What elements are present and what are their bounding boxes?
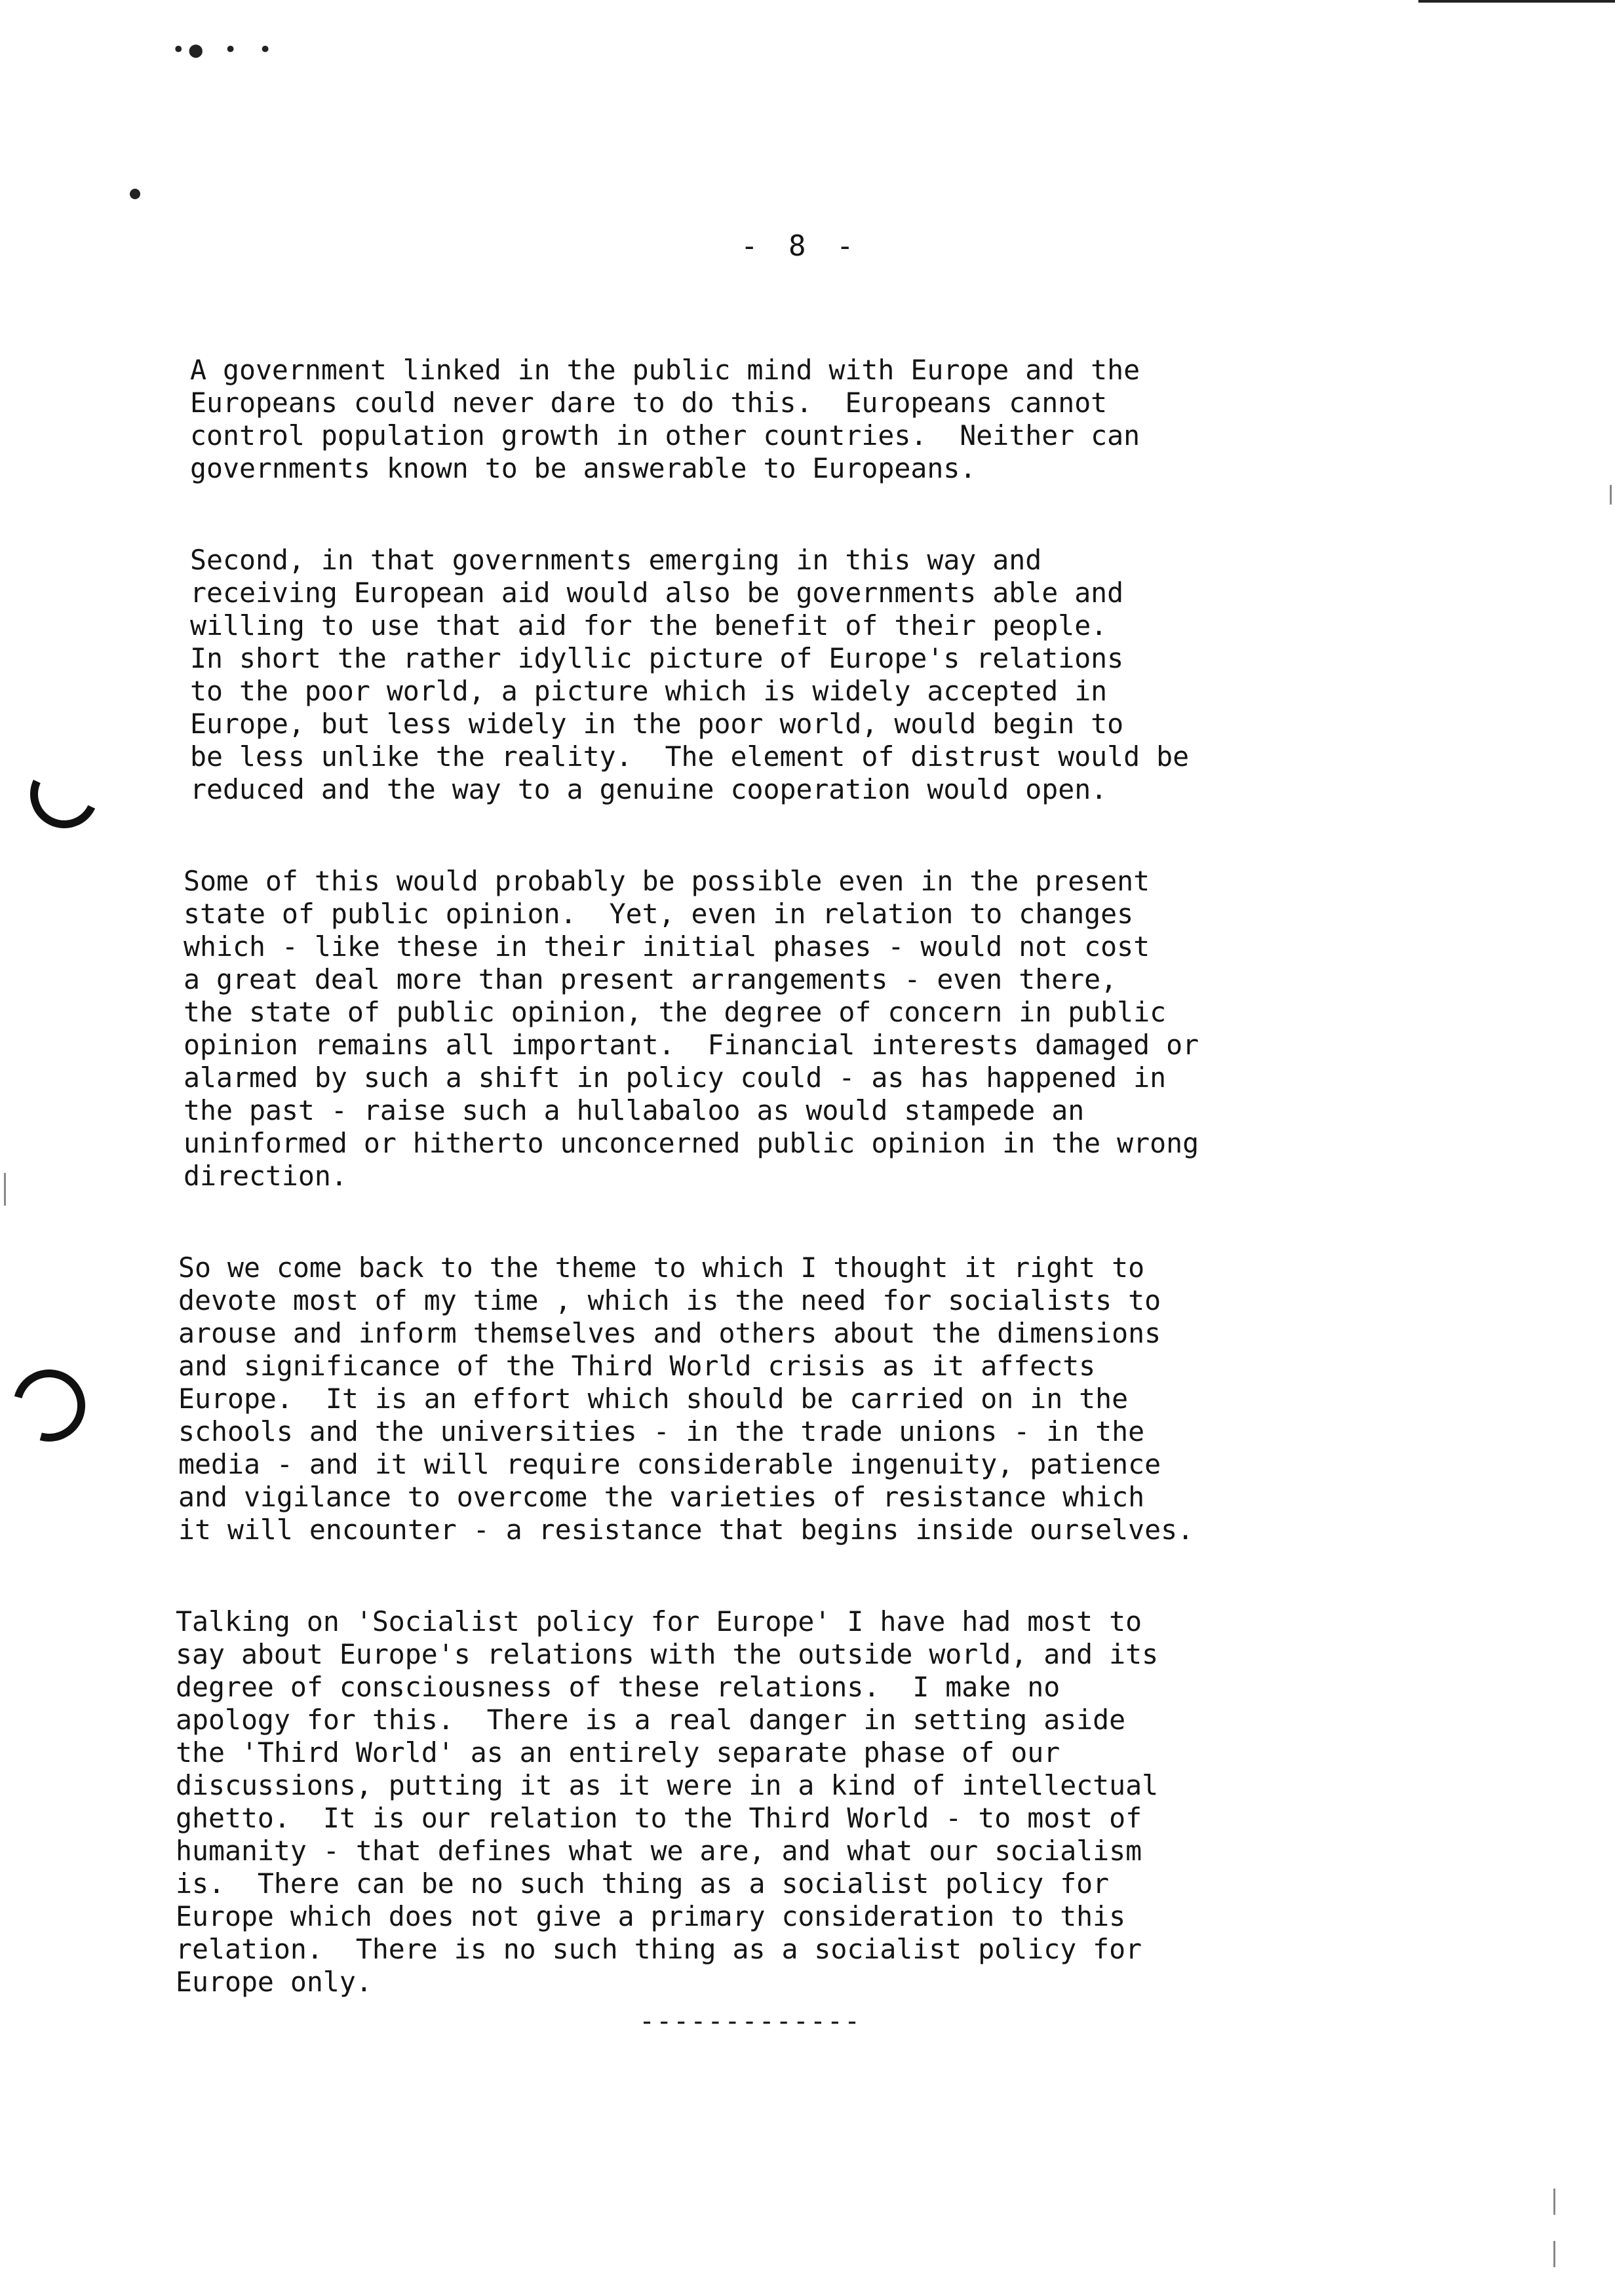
text-line: it will encounter - a resistance that begins inside ourselves. [178,1514,1194,1546]
edge-mark [1610,485,1612,505]
text-line: is. There can be no such thing as a socialist policy for [176,1867,1110,1900]
text-line: a great deal more than present arrangements - even there, [184,963,1118,995]
ink-speck [130,189,140,199]
top-right-edge-line [1418,0,1615,3]
paragraph [178,1219,1455,1546]
edge-mark [4,1173,6,1206]
edge-mark [1553,2189,1555,2215]
end-divider: ------------- [639,2006,862,2037]
text-line: devote most of my time , which is the need for socialists to [178,1284,1161,1316]
text-line: humanity - that defines what we are, and what our socialism [176,1835,1142,1867]
text-line: In short the rather idyllic picture of Europe's relations [190,642,1124,674]
text-line: governments known to be answerable to Europeans. [190,452,977,484]
text-line: media - and it will require considerable ingenuity, patience [178,1448,1161,1480]
stray-marks: •● • • [172,37,276,63]
text-line: reduced and the way to a genuine cooperation would open. [190,773,1108,805]
text-line: receiving European aid would also be governments able and [190,577,1124,609]
edge-mark [1553,2241,1555,2267]
text-line: state of public opinion. Yet, even in relation to changes [184,898,1134,930]
text-line: Talking on 'Socialist policy for Europe' I have had most to [176,1605,1142,1637]
text-line: discussions, putting it as it were in a kind of intellectual [176,1769,1159,1801]
text-line: So we come back to the theme to which I thought it right to [178,1252,1145,1284]
text-line: ghetto. It is our relation to the Third World - to most of [176,1802,1142,1834]
body-text [176,321,1455,2025]
paragraph [190,321,1455,485]
text-line: Europeans could never dare to do this. Europeans cannot [190,387,1108,419]
text-line: to the poor world, a picture which is widely accepted in [190,675,1108,707]
text-line: A government linked in the public mind with Europe and the [190,354,1140,386]
text-line: which - like these in their initial phases - would not cost [184,930,1150,963]
text-line: willing to use that aid for the benefit of their people. [190,609,1108,641]
text-line: relation. There is no such thing as a socialist policy for [176,1933,1142,1965]
text-line: degree of consciousness of these relations. I make no [176,1671,1060,1703]
text-line: Europe. It is an effort which should be carried on in the [178,1383,1129,1415]
text-line: schools and the universities - in the trade unions - in the [178,1415,1145,1447]
text-line: arouse and inform themselves and others about the dimensions [178,1317,1161,1349]
text-line: be less unlike the reality. The element of distrust would be [190,740,1190,773]
paragraph [190,511,1455,806]
text-line: alarmed by such a shift in policy could - as has happened in [184,1062,1167,1094]
text-line: apology for this. There is a real danger in setting aside [176,1704,1126,1736]
text-line: say about Europe's relations with the outside world, and its [176,1638,1159,1670]
text-line: Some of this would probably be possible even in the present [184,865,1150,897]
text-line: the 'Third World' as an entirely separate phase of our [176,1736,1060,1769]
text-line: and significance of the Third World crisis as it affects [178,1350,1096,1382]
punch-hole-mark [20,750,107,837]
text-line: the state of public opinion, the degree of concern in public [184,996,1167,1028]
text-line: control population growth in other countries. Neither can [190,419,1140,451]
paragraph [176,1573,1455,1999]
text-line: uninformed or hitherto unconcerned public opinion in the wrong [184,1127,1199,1159]
text-line: Second, in that governments emerging in this way and [190,544,1042,576]
text-line: the past - raise such a hullabaloo as would stampede an [184,1094,1085,1126]
punch-hole-mark [0,1356,98,1455]
text-line: and vigilance to overcome the varieties of resistance which [178,1481,1145,1513]
text-line: direction. [184,1160,347,1192]
paragraph [184,832,1455,1193]
text-line: Europe only. [176,1966,372,1998]
text-line: opinion remains all important. Financial interests damaged or [184,1029,1199,1061]
page-number: - 8 - [741,229,861,263]
text-line: Europe which does not give a primary consideration to this [176,1900,1126,1932]
text-line: Europe, but less widely in the poor world, would begin to [190,708,1124,740]
